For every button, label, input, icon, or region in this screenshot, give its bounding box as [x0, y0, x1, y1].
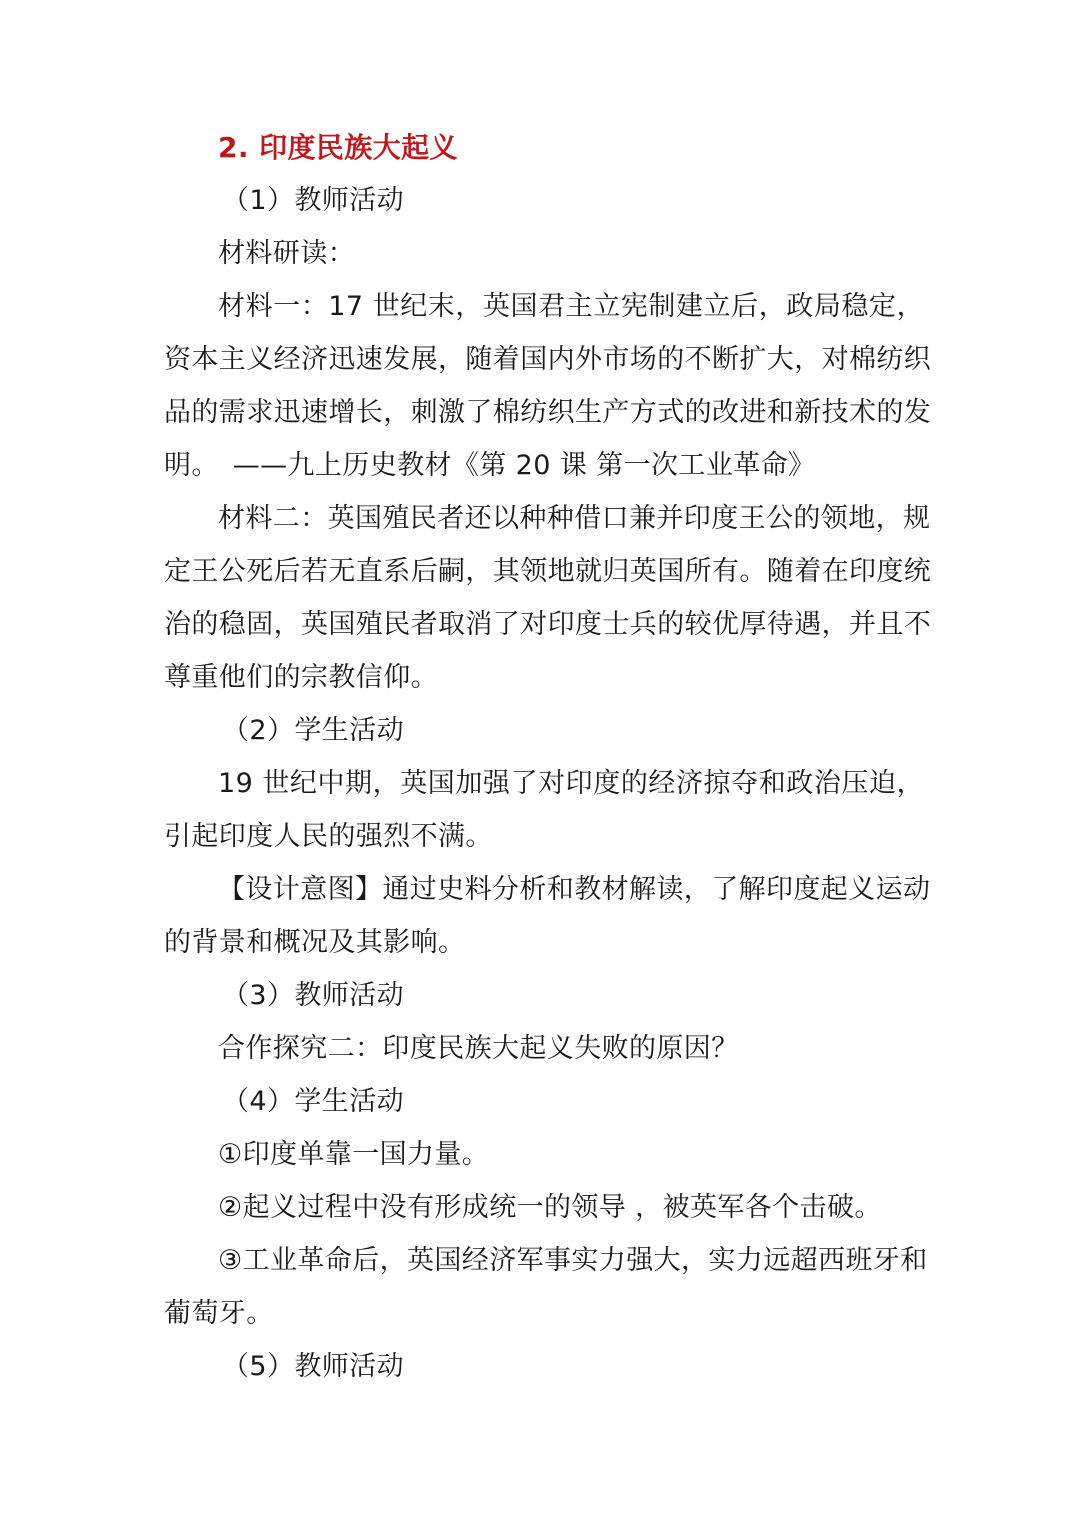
student-activity-2-title: （2）学生活动 — [222, 715, 404, 746]
answer-item-1: ①印度单靠一国力量。 — [218, 1139, 490, 1170]
design-intent-line-2: 的背景和概况及其影响。 — [164, 927, 466, 958]
teacher-activity-5-title: （5）教师活动 — [222, 1351, 404, 1382]
material-two-line-2: 定王公死后若无直系后嗣，其领地就归英国所有。随着在印度统 — [164, 556, 932, 587]
design-intent-line-1: 【设计意图】通过史料分析和教材解读，了解印度起义运动 — [218, 874, 931, 905]
answer-item-3-line-1: ③工业革命后，英国经济军事实力强大，实力远超西班牙和 — [218, 1245, 928, 1276]
answer-item-3-line-2: 葡萄牙。 — [164, 1298, 274, 1329]
cooperative-inquiry-question: 合作探究二：印度民族大起义失败的原因？ — [218, 1033, 739, 1064]
material-one-line-4: 明。 ——九上历史教材《第 20 课 第一次工业革命》 — [164, 450, 816, 481]
material-two-line-4: 尊重他们的宗教信仰。 — [164, 662, 438, 693]
material-one-line-1: 材料一：17 世纪末，英国君主立宪制建立后，政局稳定， — [218, 291, 924, 322]
student-activity-2-line-1: 19 世纪中期，英国加强了对印度的经济掠夺和政治压迫， — [218, 768, 924, 799]
material-two-line-3: 治的稳固，英国殖民者取消了对印度士兵的较优厚待遇，并且不 — [164, 609, 932, 640]
material-two-line-1: 材料二：英国殖民者还以种种借口兼并印度王公的领地，规 — [218, 503, 931, 534]
material-one-line-3: 品的需求迅速增长，刺激了棉纺织生产方式的改进和新技术的发 — [164, 397, 932, 428]
teacher-activity-1-title: （1）教师活动 — [222, 185, 404, 216]
student-activity-2-line-2: 引起印度人民的强烈不满。 — [164, 821, 493, 852]
student-activity-4-title: （4）学生活动 — [222, 1086, 404, 1117]
answer-item-2: ②起义过程中没有形成统一的领导 ，被英军各个击破。 — [218, 1192, 882, 1223]
section-heading: 2. 印度民族大起义 — [218, 131, 458, 164]
material-one-line-2: 资本主义经济迅速发展，随着国内外市场的不断扩大，对棉纺织 — [164, 344, 932, 375]
teacher-activity-3-title: （3）教师活动 — [222, 980, 404, 1011]
material-reading-label: 材料研读： — [218, 238, 355, 269]
